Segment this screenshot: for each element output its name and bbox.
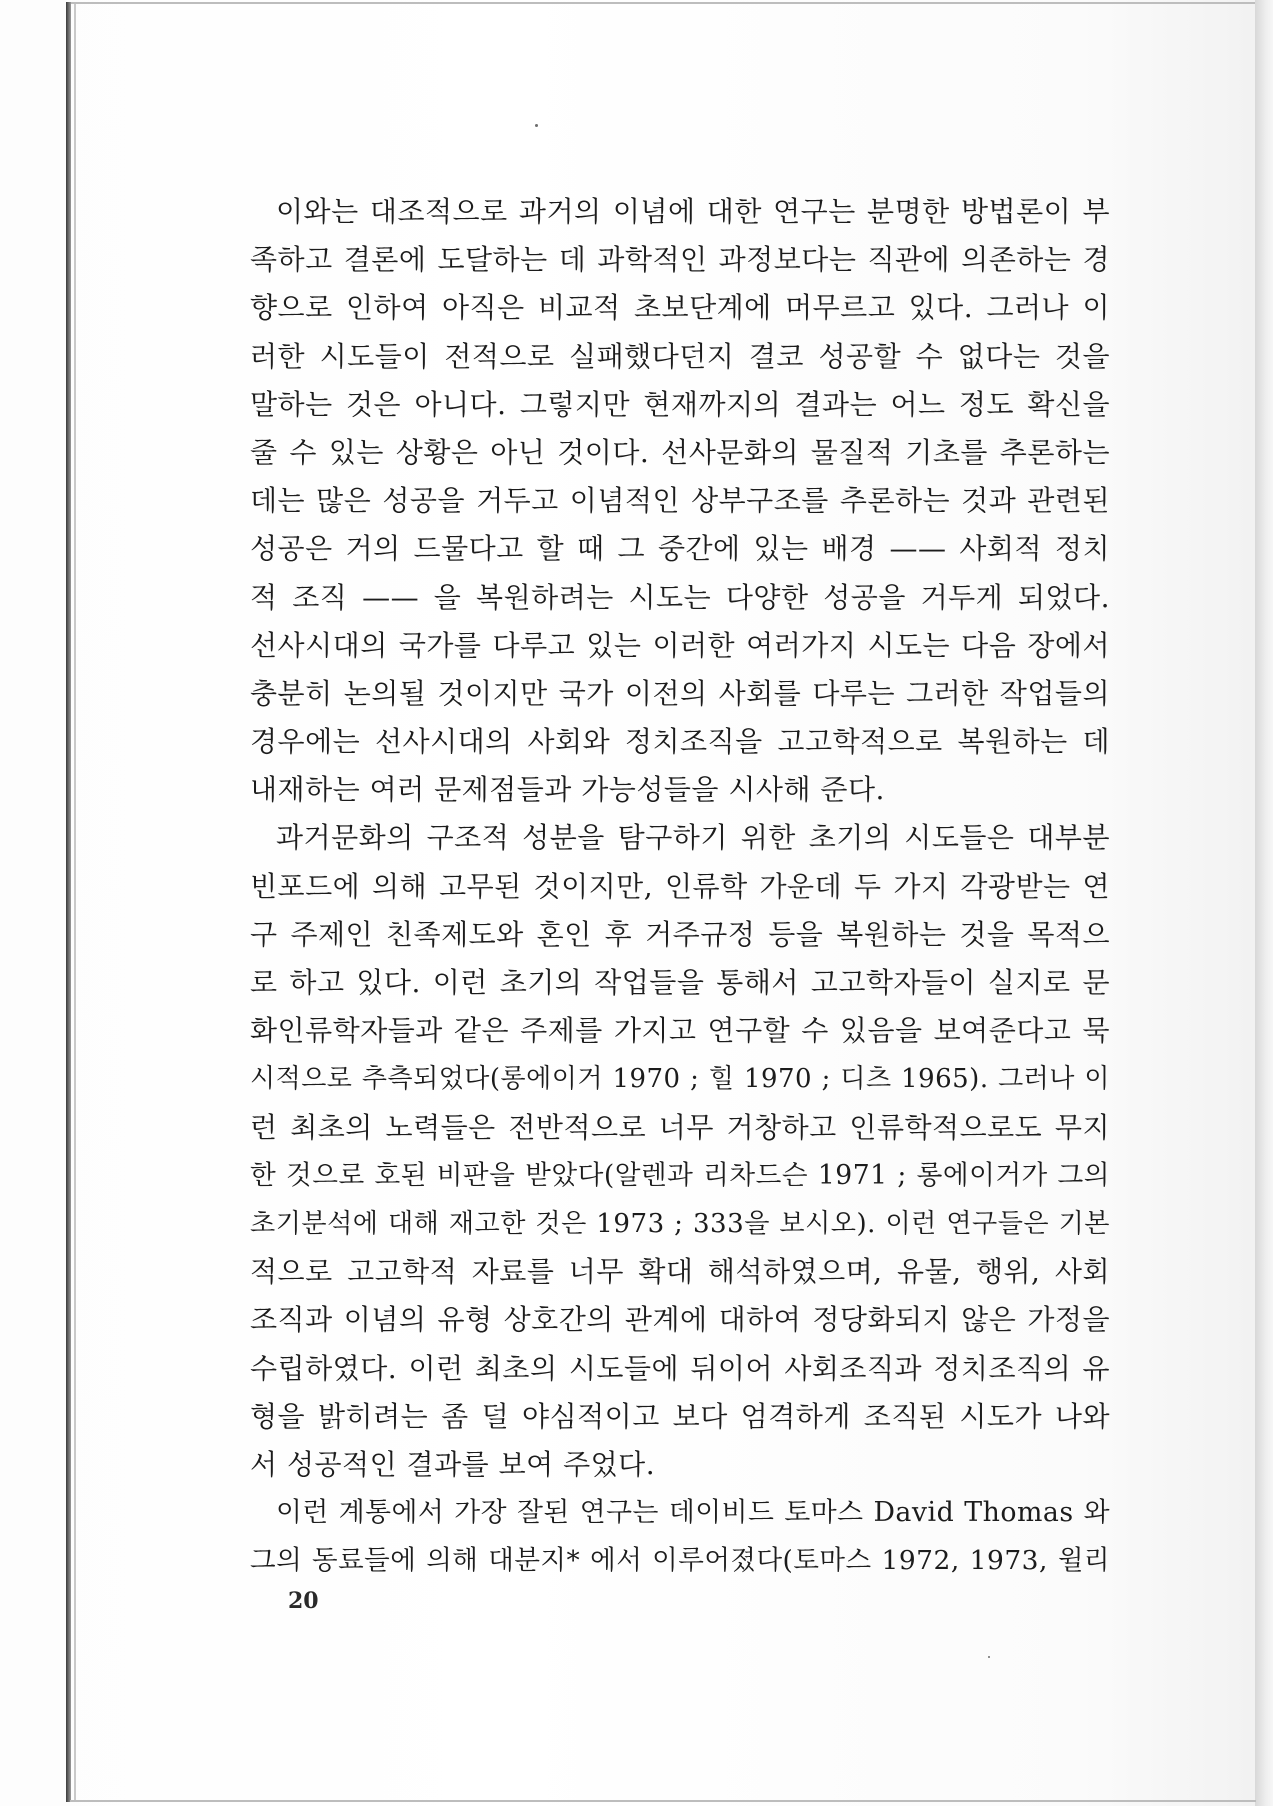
text-line: 줄 수 있는 상황은 아닌 것이다. 선사문화의 물질적 기초를 추론하는 bbox=[250, 435, 1110, 469]
text-line: 로 하고 있다. 이런 초기의 작업들을 통해서 고고학자들이 실지로 문 bbox=[250, 966, 1110, 999]
text-line: 내재하는 여러 문제점들과 가능성들을 시사해 준다. bbox=[250, 773, 885, 807]
text-line: 성공은 거의 드물다고 할 때 그 중간에 있는 배경 —— 사회적 정치 bbox=[250, 532, 1110, 566]
text-line: 경우에는 선사시대의 사회와 정치조직을 고고학적으로 복원하는 데 bbox=[250, 725, 1110, 759]
text-line: 한 것으로 호된 비판을 받았다(알렌과 리차드슨 1971 ; 롱에이거가 그의 bbox=[250, 1159, 1110, 1191]
page-bottom-edge bbox=[70, 1800, 1256, 1802]
text-line: 그의 동료들에 의해 대분지* 에서 이루어졌다(토마스 1972, 1973, 윌리 bbox=[250, 1545, 1110, 1577]
text-line: 구 주제인 친족제도와 혼인 후 거주규정 등을 복원하는 것을 목적으 bbox=[250, 917, 1110, 951]
page-number: 20 bbox=[288, 1588, 319, 1614]
text-line: 초기분석에 대해 재고한 것은 1973 ; 333을 보시오). 이런 연구들은 기본 bbox=[250, 1208, 1110, 1239]
text-line: 화인류학자들과 같은 주제를 가지고 연구할 수 있음을 보여준다고 묵 bbox=[250, 1014, 1110, 1048]
text-line: 서 성공적인 결과를 보여 주었다. bbox=[250, 1447, 656, 1481]
text-line: 족하고 결론에 도달하는 데 과학적인 과정보다는 직관에 의존하는 경 bbox=[250, 243, 1110, 277]
paragraph-3 bbox=[250, 1489, 1110, 1585]
page-top-edge bbox=[70, 2, 1256, 4]
paragraph-1 bbox=[250, 188, 1110, 814]
page-left-edge-inner bbox=[74, 4, 76, 1802]
text-line: 향으로 인하여 아직은 비교적 초보단계에 머무르고 있다. 그러나 이 bbox=[250, 291, 1110, 325]
text-line: 선사시대의 국가를 다루고 있는 이러한 여러가지 시도는 다음 장에서 bbox=[250, 628, 1110, 662]
text-line: 적 조직 —— 을 복원하려는 시도는 다양한 성공을 거두게 되었다. bbox=[250, 580, 1110, 614]
page-right-edge bbox=[1255, 0, 1273, 1806]
paragraph-2 bbox=[250, 814, 1110, 1489]
text-line: 적으로 고고학적 자료를 너무 확대 해석하였으며, 유물, 행위, 사회 bbox=[250, 1255, 1110, 1289]
text-line: 데는 많은 성공을 거두고 이념적인 상부구조를 추론하는 것과 관련된 bbox=[250, 484, 1110, 518]
scan-speck bbox=[535, 124, 538, 127]
text-line: 말하는 것은 아니다. 그렇지만 현재까지의 결과는 어느 정도 확신을 bbox=[250, 387, 1110, 421]
body-text bbox=[250, 188, 1110, 1585]
text-line: 수립하였다. 이런 최초의 시도들에 뒤이어 사회조직과 정치조직의 유 bbox=[250, 1351, 1110, 1385]
text-line: 러한 시도들이 전적으로 실패했다던지 결코 성공할 수 없다는 것을 bbox=[250, 339, 1110, 373]
text-line: 충분히 논의될 것이지만 국가 이전의 사회를 다루는 그러한 작업들의 bbox=[250, 676, 1110, 710]
text-line: 런 최초의 노력들은 전반적으로 너무 거창하고 인류학적으로도 무지 bbox=[250, 1110, 1110, 1144]
text-line: 빈포드에 의해 고무된 것이지만, 인류학 가운데 두 가지 각광받는 연 bbox=[250, 869, 1110, 903]
text-line: 형을 밝히려는 좀 덜 야심적이고 보다 엄격하게 조직된 시도가 나와 bbox=[250, 1399, 1110, 1433]
text-line: 시적으로 추측되었다(롱에이거 1970 ; 힐 1970 ; 디츠 1965). 그러나 이 bbox=[250, 1064, 1110, 1095]
page-left-edge bbox=[66, 2, 71, 1802]
text-line: 조직과 이념의 유형 상호간의 관계에 대하여 정당화되지 않은 가정을 bbox=[250, 1303, 1110, 1337]
text-line: 이와는 대조적으로 과거의 이념에 대한 연구는 분명한 방법론이 부 bbox=[276, 195, 1110, 228]
text-line: 이런 계통에서 가장 잘된 연구는 데이비드 토마스 David Thomas 와 bbox=[276, 1497, 1110, 1529]
text-line: 과거문화의 구조적 성분을 탐구하기 위한 초기의 시도들은 대부분 bbox=[276, 821, 1110, 855]
scan-speck bbox=[988, 1656, 990, 1658]
